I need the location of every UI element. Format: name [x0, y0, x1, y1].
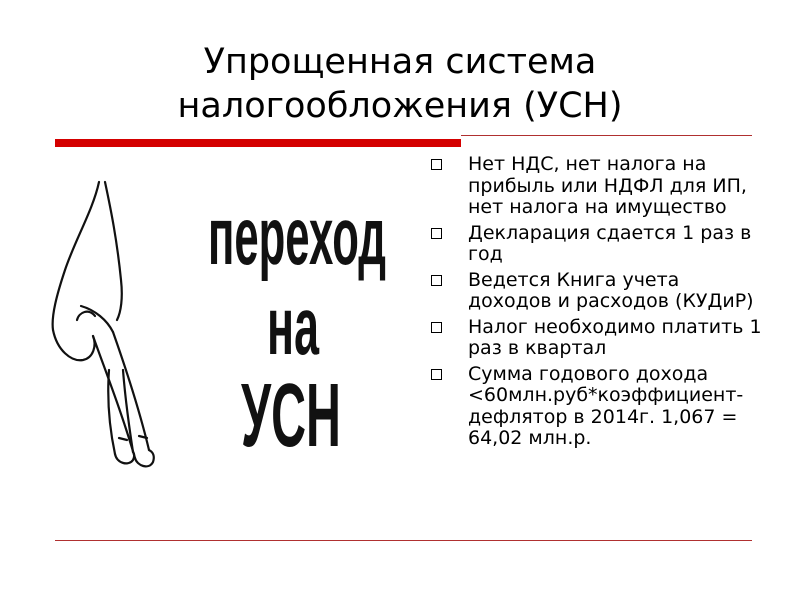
- title-accent-rule: [55, 139, 461, 147]
- transition-illustration: [35, 170, 400, 510]
- bullet-text: Декларация сдается 1 раз в год: [468, 221, 752, 265]
- bullet-list: [428, 154, 764, 454]
- bullet-text: Налог необходимо платить 1 раз в квартал: [468, 315, 762, 359]
- hollow-square-bullet-icon: [431, 228, 442, 239]
- hollow-square-bullet-icon: [431, 275, 442, 286]
- hollow-square-bullet-icon: [431, 369, 442, 380]
- bullet-text: Ведется Книга учета доходов и расходов (КУДиР): [468, 268, 754, 312]
- list-item: [428, 223, 764, 266]
- slide-title-line-2: налогообложения (УСН): [177, 86, 623, 126]
- title-thin-rule: [461, 135, 752, 136]
- illustration-word-3: УСН: [241, 366, 341, 466]
- footer-rule: [55, 540, 752, 541]
- bullet-text: Сумма годового дохода <60млн.руб*коэффициент-дефлятор в 2014г. 1,067 = 64,02 млн.р.: [468, 362, 744, 449]
- list-item: [428, 364, 764, 450]
- list-item: [428, 270, 764, 313]
- list-item: [428, 317, 764, 360]
- hollow-square-bullet-icon: [431, 322, 442, 333]
- slide-title: [40, 40, 760, 128]
- slide-title-line-1: Упрощенная система: [203, 42, 597, 82]
- hollow-square-bullet-icon: [431, 159, 442, 170]
- walking-fingers-icon: [53, 182, 154, 466]
- illustration-word-2: на: [267, 280, 319, 372]
- bullet-text: Нет НДС, нет налога на прибыль или НДФЛ для ИП, нет налога на имущество: [468, 153, 747, 218]
- list-item: [428, 154, 764, 219]
- illustration-word-1: переход: [207, 190, 387, 282]
